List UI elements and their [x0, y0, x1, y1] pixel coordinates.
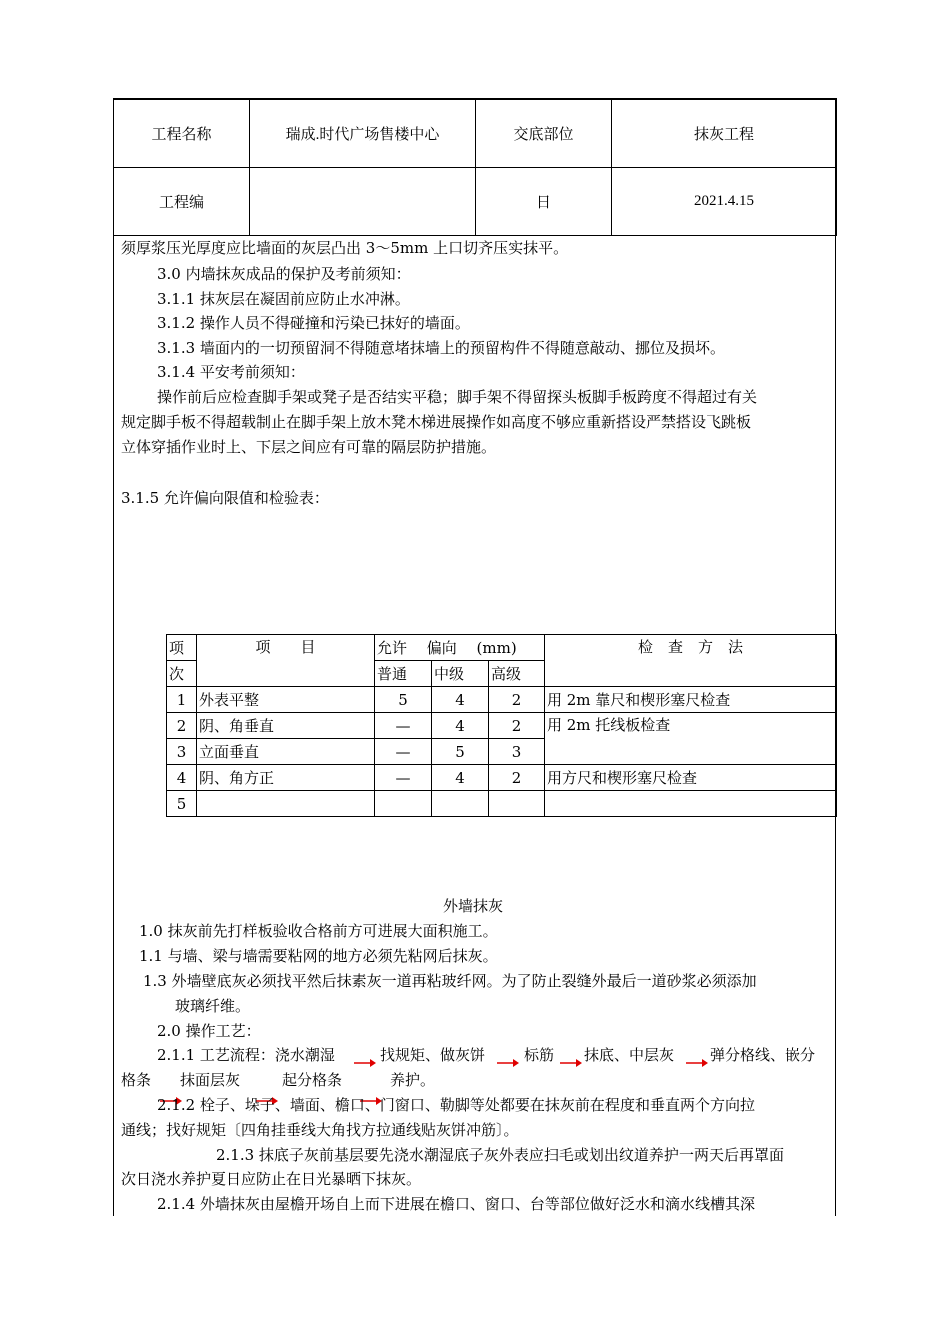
row-mid: 5: [432, 739, 489, 765]
flow-step-5: 弹分格线、嵌分: [710, 1046, 816, 1064]
project-no-value: [250, 168, 476, 236]
row-mid: 4: [432, 713, 489, 739]
ext-line-6: 2.1.2 栓子、垛子、墙面、檐口、门窗口、勒脚等处都要在抹灰前在程度和垂直两个方向拉: [157, 1096, 755, 1114]
row-method: 用 2m 靠尺和楔形塞尺检查: [545, 687, 837, 713]
flow-step-6: 格条: [121, 1071, 152, 1089]
th-method: 检 查 方 法: [545, 635, 837, 687]
flow-step-4: 抹底、中层灰: [584, 1046, 675, 1064]
body-line-5: 3.1.3 墙面内的一切预留洞不得随意堵抹墙上的预留构件不得随意敲动、挪位及损坏。: [157, 339, 725, 357]
date-label: 日: [476, 168, 612, 236]
body-line-8: 规定脚手板不得超载制止在脚手架上放木凳木梯进展操作如高度不够应重新搭设严禁搭设飞跳板: [121, 413, 752, 431]
flow-arrow-icon: [560, 1058, 582, 1068]
row-high: 2: [489, 713, 545, 739]
row-normal: [375, 791, 432, 817]
row-high: 3: [489, 739, 545, 765]
flow-step-3: 标筋: [524, 1046, 555, 1064]
row-mid: 4: [432, 765, 489, 791]
body-line-2: 3.0 内墙抹灰成品的保护及考前须知：: [157, 265, 411, 283]
row-high: 2: [489, 765, 545, 791]
table-row: [167, 713, 837, 739]
body-line-9: 立体穿插作业时上、下层之间应有可靠的隔层防护措施。: [121, 438, 497, 456]
body-line-7: 操作前后应检查脚手架或凳子是否结实平稳；脚手架不得留探头板脚手板跨度不得超过有关: [157, 388, 758, 406]
flow-step-8: 起分格条: [282, 1071, 343, 1089]
row-item: 立面垂直: [197, 739, 375, 765]
flow-step-1: 2.1.1 工艺流程：浇水潮湿: [157, 1046, 335, 1064]
th-high: 高级: [489, 661, 545, 687]
project-no-label: 工程编: [114, 168, 250, 236]
row-normal: —: [375, 765, 432, 791]
ext-line-7: 通线；找好规矩〔四角挂垂线大角找方拉通线贴灰饼冲筋〕。: [121, 1121, 519, 1139]
th-no-1: 项: [167, 635, 197, 661]
body-line-1: 须厚浆压光厚度应比墙面的灰层凸出 3～5mm 上口切齐压实抹平。: [121, 239, 569, 257]
row-high: 2: [489, 687, 545, 713]
flow-step-7: 抹面层灰: [180, 1071, 241, 1089]
ext-line-3: 1.3 外墙壁底灰必须找平然后抹素灰一道再粘玻纤网。为了防止裂缝外最后一道砂浆必须添加: [143, 972, 757, 990]
row-method: [545, 791, 837, 817]
th-no-2: 次: [167, 661, 197, 687]
project-name-value: 瑞成.时代广场售楼中心: [250, 99, 476, 168]
ext-line-8: 2.1.3 抹底子灰前基层要先浇水潮湿底子灰外表应扫毛或划出纹道养护一两天后再罩面: [216, 1146, 784, 1164]
row-method: 用方尺和楔形塞尺检查: [545, 765, 837, 791]
body-line-10: 3.1.5 允许偏向限值和检验表：: [121, 489, 329, 507]
part-value: 抹灰工程: [612, 99, 837, 168]
project-name-label: 工程名称: [114, 99, 250, 168]
row-normal: 5: [375, 687, 432, 713]
body-line-3: 3.1.1 抹灰层在凝固前应防止水冲淋。: [157, 290, 410, 308]
row-item: [197, 791, 375, 817]
row-mid: 4: [432, 687, 489, 713]
row-high: [489, 791, 545, 817]
part-label: 交底部位: [476, 99, 612, 168]
row-no: 3: [167, 739, 197, 765]
table-row: [167, 687, 837, 713]
flow-step-2: 找规矩、做灰饼: [380, 1046, 486, 1064]
body-line-6: 3.1.4 平安考前须知：: [157, 363, 305, 381]
th-mid: 中级: [432, 661, 489, 687]
exterior-title: 外墙抹灰: [443, 897, 504, 915]
row-mid: [432, 791, 489, 817]
table-row: [167, 791, 837, 817]
date-value: 2021.4.15: [612, 168, 837, 236]
flow-arrow-icon: [686, 1058, 708, 1068]
th-normal: 普通: [375, 661, 432, 687]
row-method: 用 2m 托线板检查: [545, 713, 837, 765]
flow-arrow-icon: [497, 1058, 519, 1068]
ext-line-2: 1.1 与墙、梁与墙需要粘网的地方必须先粘网后抹灰。: [139, 947, 498, 965]
row-no: 5: [167, 791, 197, 817]
header-table: [113, 98, 837, 236]
tolerance-table: [166, 634, 837, 817]
row-no: 4: [167, 765, 197, 791]
ext-line-9: 次日浇水养护夏日应防止在日光暴晒下抹灰。: [121, 1170, 422, 1188]
ext-line-4: 玻璃纤维。: [175, 997, 251, 1015]
row-normal: —: [375, 713, 432, 739]
th-item: 项 目: [197, 635, 375, 687]
ext-line-5: 2.0 操作工艺：: [157, 1022, 261, 1040]
table-row: [167, 765, 837, 791]
ext-line-10: 2.1.4 外墙抹灰由屋檐开场自上而下进展在檐口、窗口、台等部位做好泛水和滴水线槽其深: [157, 1195, 755, 1213]
flow-step-9: 养护。: [390, 1071, 436, 1089]
row-no: 2: [167, 713, 197, 739]
row-item: 阴、角方正: [197, 765, 375, 791]
row-no: 1: [167, 687, 197, 713]
flow-arrow-icon: [354, 1058, 376, 1068]
row-item: 外表平整: [197, 687, 375, 713]
row-item: 阴、角垂直: [197, 713, 375, 739]
row-normal: —: [375, 739, 432, 765]
th-allow: 允许 偏向 (mm): [375, 635, 545, 661]
ext-line-1: 1.0 抹灰前先打样板验收合格前方可进展大面积施工。: [139, 922, 498, 940]
body-line-4: 3.1.2 操作人员不得碰撞和污染已抹好的墙面。: [157, 314, 470, 332]
